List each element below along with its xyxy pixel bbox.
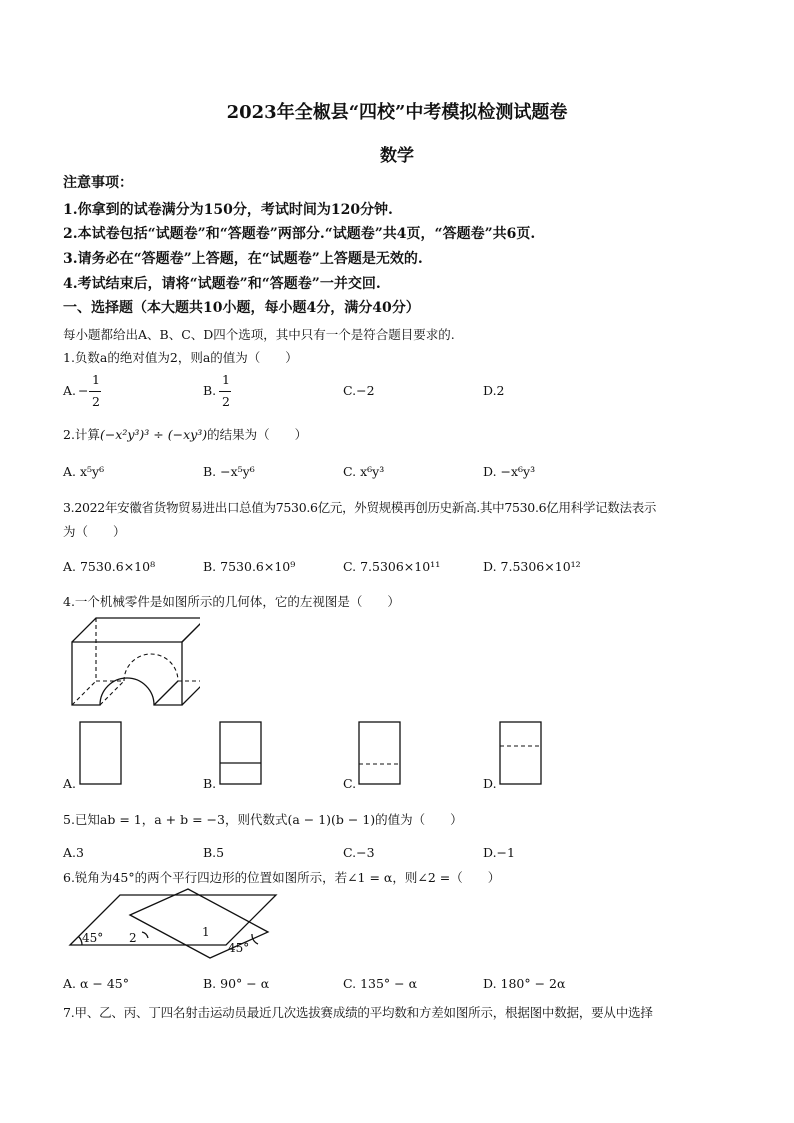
notes-heading: 注意事项： <box>63 175 133 191</box>
section-heading: 一、选择题（本大题共10小题，每小题4分，满分40分） <box>63 300 420 316</box>
q4-option-a-figure[interactable] <box>78 720 124 786</box>
q6-option-d[interactable]: D. 180° − 2α <box>483 976 566 991</box>
q3-option-c[interactable]: C. 7.5306×10¹¹ <box>343 559 441 574</box>
q5-option-a[interactable]: A.3 <box>63 845 84 860</box>
q3-option-a[interactable]: A. 7530.6×10⁸ <box>63 559 156 574</box>
q3-option-b[interactable]: B. 7530.6×10⁹ <box>203 559 296 574</box>
note-item: 2.本试卷包括“试题卷”和“答题卷”两部分.“试题卷”共4页，“答题卷”共6页. <box>63 226 536 242</box>
q6-option-c[interactable]: C. 135° − α <box>343 976 418 991</box>
q5-option-d[interactable]: D.−1 <box>483 845 515 860</box>
q2-option-c[interactable]: C. x⁶y³ <box>343 464 385 479</box>
note-item: 4.考试结束后，请将“试题卷”和“答题卷”一并交回. <box>63 276 381 292</box>
section-intro: 每小题都给出A、B、C、D四个选项，其中只有一个是符合题目要求的. <box>63 327 455 342</box>
q4-option-b-figure[interactable] <box>218 720 264 786</box>
q5-stem: 5.已知ab = 1，a + b = −3，则代数式(a − 1)(b − 1)的值为（ ） <box>63 812 463 827</box>
q4-option-c-figure[interactable] <box>357 720 403 786</box>
q6-angle1-label: 1 <box>202 925 210 939</box>
q4-option-d-figure[interactable] <box>498 720 544 786</box>
q2-option-b[interactable]: B. −x⁵y⁶ <box>203 464 255 479</box>
q4-option-c[interactable]: C. <box>343 776 357 791</box>
q3-option-d[interactable]: D. 7.5306×10¹² <box>483 559 581 574</box>
q4-option-a[interactable]: A. <box>63 776 77 791</box>
exam-title: 2023年全椒县“四校”中考模拟检测试题卷 <box>226 102 568 123</box>
q2-option-a[interactable]: A. x⁵y⁶ <box>63 464 105 479</box>
q3-stem-line1: 3.2022年安徽省货物贸易进出口总值为7530.6亿元，外贸规模再创历史新高.其中7530.6亿用科学记数法表示 <box>63 500 657 515</box>
q6-parallelogram-figure <box>62 888 282 960</box>
q7-stem: 7.甲、乙、丙、丁四名射击运动员最近几次选拔赛成绩的平均数和方差如图所示，根据图中数据，要从中选择 <box>63 1005 653 1020</box>
q6-stem: 6.锐角为45°的两个平行四边形的位置如图所示，若∠1 = α，则∠2 =（ ） <box>63 870 501 885</box>
q6-option-b[interactable]: B. 90° − α <box>203 976 270 991</box>
subject-title: 数学 <box>380 146 414 166</box>
q1-stem: 1.负数a的绝对值为2，则a的值为（ ） <box>63 350 298 365</box>
q5-option-b[interactable]: B.5 <box>203 845 225 860</box>
q1-option-c[interactable]: C.−2 <box>343 383 375 398</box>
q2-stem: 2.计算(−x²y³)³ ÷ (−xy³)的结果为（ ） <box>63 427 308 442</box>
q4-option-b[interactable]: B. <box>203 776 217 791</box>
q1-option-d[interactable]: D.2 <box>483 383 505 398</box>
q4-stem: 4.一个机械零件是如图所示的几何体，它的左视图是（ ） <box>63 594 400 609</box>
q2-option-d[interactable]: D. −x⁶y³ <box>483 464 536 479</box>
q6-angle2-label: 2 <box>129 931 137 945</box>
q2-expression: (−x²y³)³ ÷ (−xy³) <box>99 427 208 442</box>
q6-option-a[interactable]: A. α − 45° <box>63 976 129 991</box>
q6-angle-right-label: 45° <box>228 941 250 955</box>
q3-stem-line2: 为（ ） <box>63 524 126 539</box>
q5-option-c[interactable]: C.−3 <box>343 845 375 860</box>
q4-option-d[interactable]: D. <box>483 776 497 791</box>
q6-angle-left-label: 45° <box>82 931 104 945</box>
q4-solid-figure <box>60 610 200 710</box>
note-item: 1.你拿到的试卷满分为150分，考试时间为120分钟. <box>63 202 393 218</box>
note-item: 3.请务必在“答题卷”上答题，在“试题卷”上答题是无效的. <box>63 251 423 267</box>
